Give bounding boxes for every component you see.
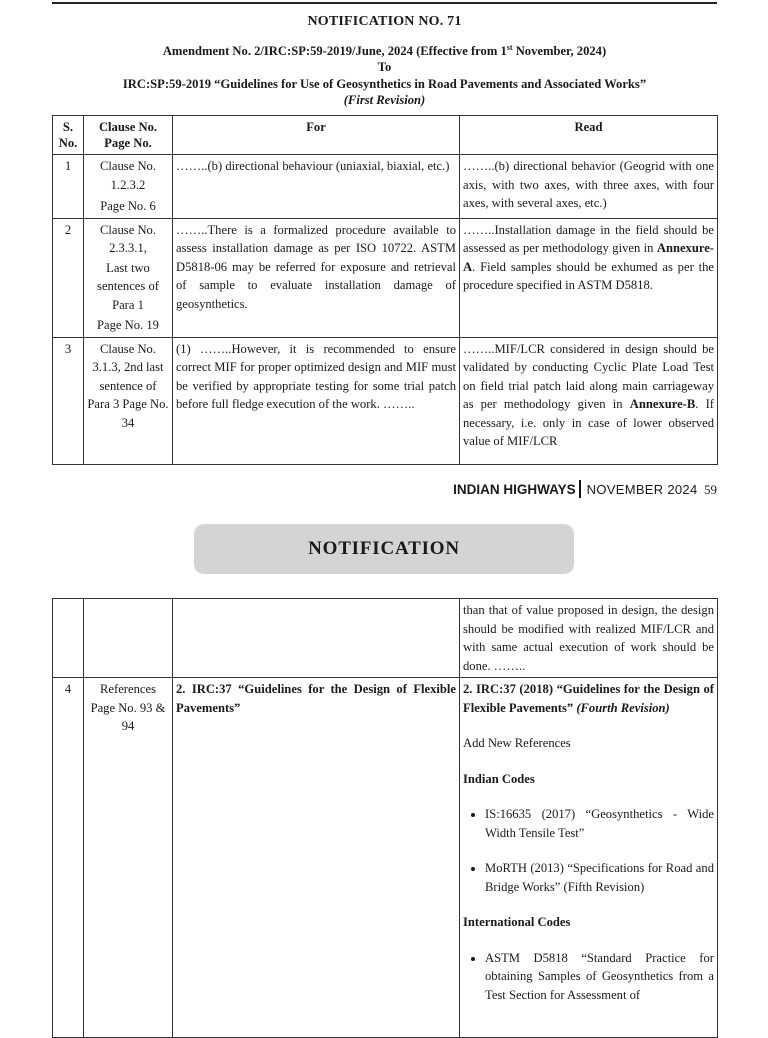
irc-document-title: IRC:SP:59-2019 “Guidelines for Use of Geosynthetics in Road Pavements and Associated Works”: [122, 77, 647, 91]
amendment-table: [52, 115, 718, 465]
reference-title: 2. IRC:37 (2018) “Guidelines for the Design of Flexible Pavements” (Fourth Revision): [463, 682, 714, 715]
amendment-table-continued: [52, 598, 718, 1038]
top-rule: [52, 2, 717, 4]
row-for: (1) ……..However, it is recommended to ensure correct MIF for proper optimized design and MIF must be verified by appropriate testing for some trial patch before full fledge execution of the work. ……..: [173, 337, 460, 464]
page-footer: [0, 480, 717, 498]
notification-title: NOTIFICATION NO. 71: [307, 14, 462, 29]
table-row: [53, 337, 718, 464]
row-clause: Clause No. 1.2.3.2 Page No. 6: [84, 155, 173, 219]
header-clause: Clause No. Page No.: [84, 116, 173, 155]
footer-divider: [579, 480, 581, 498]
revision-label: (First Revision): [343, 93, 426, 107]
row-clause: References Page No. 93 & 94: [84, 678, 173, 1038]
header-read: Read: [460, 116, 718, 155]
header-for: For: [173, 116, 460, 155]
indian-codes-heading: Indian Codes: [463, 771, 535, 786]
international-codes-heading: International Codes: [463, 915, 571, 929]
list-item: • ASTM D5818 “Standard Practice for obtaining Samples of Geosynthetics from a Test Section for Assessment of: [485, 949, 714, 1005]
list-item: • IS:16635 (2017) “Geosynthetics - Wide Width Tensile Test”: [485, 805, 714, 842]
table-row: [53, 678, 718, 1038]
row-read: ……..Installation damage in the field should be assessed as per methodology given in Annexure-A. Field samples should be exhumed as per the procedure specified in ASTM D5818.: [460, 218, 718, 337]
list-item: • MoRTH (2013) “Specifications for Road and Bridge Works” (Fifth Revision): [485, 859, 714, 896]
issue-month: NOVEMBER 2024: [586, 482, 698, 497]
to-line: To: [377, 60, 392, 74]
row-read: ……..MIF/LCR considered in design should be validated by conducting Cyclic Plate Load Test on field trial patch laid along main carriageway as per methodology given in Annexure-B. If necessary, i.e. only in case of lower observed value of MIF/LCR: [460, 337, 718, 464]
row-sno: 4: [53, 678, 84, 1038]
page-number: 59: [704, 482, 717, 497]
row-for: ……..There is a formalized procedure available to assess installation damage as per ISO 10722. ASTM D5818-06 may be referred for exposure and retrieval of sample to evaluate installation damage of geosynthetics.: [173, 218, 460, 337]
row-sno: [53, 599, 84, 678]
row-sno: 3: [53, 337, 84, 464]
row-clause: [84, 599, 173, 678]
row-read: than that of value proposed in design, the design should be modified with realized MIF/LCR and with same actual execution of work should be done. ……..: [460, 599, 718, 678]
row-clause: Clause No. 2.3.3.1, Last two sentences of Para 1 Page No. 19: [84, 218, 173, 337]
table-header-row: [53, 116, 718, 155]
row-sno: 2: [53, 218, 84, 337]
notification-banner: NOTIFICATION: [194, 524, 574, 574]
amendment-line: Amendment No. 2/IRC:SP:59-2019/June, 2024 (Effective from 1st November, 2024): [162, 43, 607, 59]
table-row: [53, 218, 718, 337]
indian-codes-list: [463, 805, 714, 896]
header-sno: S. No.: [53, 116, 84, 155]
row-sno: 1: [53, 155, 84, 219]
row-for: ……..(b) directional behaviour (uniaxial, biaxial, etc.): [173, 155, 460, 219]
row-read: [460, 678, 718, 1038]
row-clause: Clause No. 3.1.3, 2nd last sentence of Para 3 Page No. 34: [84, 337, 173, 464]
magazine-name: INDIAN HIGHWAYS: [453, 482, 576, 497]
international-codes-list: [463, 949, 714, 1005]
table-row: [53, 599, 718, 678]
row-for: [173, 599, 460, 678]
table-row: [53, 155, 718, 219]
add-new-references: Add New References: [463, 736, 571, 750]
row-for: 2. IRC:37 “Guidelines for the Design of Flexible Pavements”: [173, 678, 460, 1038]
row-read: ……..(b) directional behavior (Geogrid with one axis, with two axes, with three axes, with four axes, with several axes, etc.): [460, 155, 718, 219]
